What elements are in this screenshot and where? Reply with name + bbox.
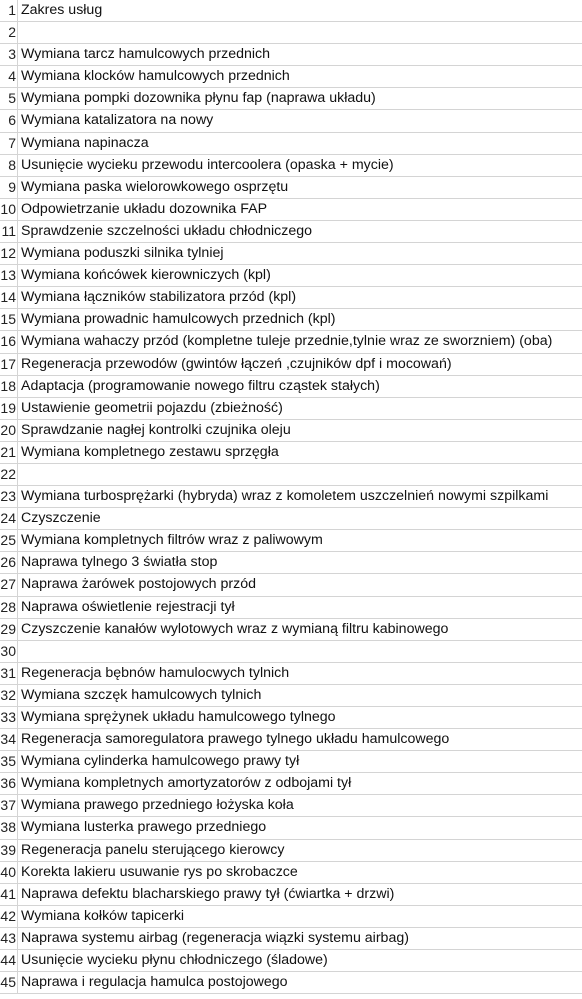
cell-a[interactable]: Usunięcie wycieku przewodu intercoolera (opaska + mycie) [21,156,394,173]
row-number[interactable]: 2 [0,22,18,43]
table-row [0,0,582,22]
table-row [0,44,582,66]
cell-a[interactable] [18,641,582,662]
table-row [0,354,582,376]
row-number[interactable]: 22 [0,464,18,485]
row-number[interactable]: 1 [0,0,18,21]
table-row [0,619,582,641]
cell-a[interactable]: Adaptacja (programowanie nowego filtru cząstek stałych) [21,377,380,394]
table-row [0,773,582,795]
cell-a[interactable]: Wymiana łączników stabilizatora przód (kpl) [21,289,297,306]
row-number[interactable]: 6 [0,110,18,131]
row-number[interactable]: 32 [0,685,18,706]
row-number[interactable]: 8 [0,155,18,176]
table-row [0,331,582,353]
row-number[interactable]: 41 [0,884,18,905]
row-number[interactable]: 14 [0,287,18,308]
row-number[interactable]: 16 [0,331,18,352]
table-row [0,928,582,950]
table-row [0,88,582,110]
cell-a[interactable]: Wymiana paska wielorowkowego osprzętu [21,178,289,195]
row-number[interactable]: 33 [0,707,18,728]
cell-a[interactable]: Wymiana tarcz hamulcowych przednich [21,46,271,63]
table-row [0,906,582,928]
row-number[interactable]: 43 [0,928,18,949]
table-row [0,464,582,486]
table-row [0,663,582,685]
row-number[interactable]: 21 [0,442,18,463]
row-number[interactable]: 15 [0,309,18,330]
table-row [0,287,582,309]
cell-a[interactable]: Sprawdzanie nagłej kontrolki czujnika oleju [21,421,291,438]
row-number[interactable]: 5 [0,88,18,109]
row-number[interactable]: 13 [0,265,18,286]
cell-a[interactable]: Korekta lakieru usuwanie rys po skrobaczce [21,863,298,880]
table-row [0,486,582,508]
cell-a[interactable] [18,464,582,485]
cell-a[interactable]: Wymiana turbosprężarki (hybryda) wraz z komoletem uszczelnień nowymi szpilkami [21,488,549,505]
cell-a[interactable]: Naprawa oświetlenie rejestracji tył [21,598,235,615]
cell-a[interactable]: Sprawdzenie szczelności układu chłodniczego [21,222,313,239]
row-number[interactable]: 34 [0,729,18,750]
table-row [0,398,582,420]
cell-a[interactable]: Wymiana kompletnych amortyzatorów z odbojami tył [21,775,352,792]
table-row [0,442,582,464]
table-row [0,265,582,287]
row-number[interactable]: 39 [0,840,18,861]
table-row [0,110,582,132]
table-row [0,221,582,243]
cell-a[interactable]: Wymiana prawego przedniego łożyska koła [21,797,294,814]
cell-a[interactable]: Naprawa systemu airbag (regeneracja wiązki systemu airbag) [21,929,409,946]
table-row [0,508,582,530]
cell-a[interactable]: Wymiana końcówek kierowniczych (kpl) [21,267,271,284]
cell-a[interactable]: Usunięcie wycieku płynu chłodniczego (śladowe) [21,952,328,969]
table-row [0,817,582,839]
cell-a[interactable]: Wymiana lusterka prawego przedniego [21,819,267,836]
cell-a[interactable]: Wymiana poduszki silnika tylniej [21,245,224,262]
row-number[interactable]: 29 [0,619,18,640]
cell-a[interactable]: Wymiana klocków hamulcowych przednich [21,68,290,85]
cell-a[interactable]: Wymiana kompletnych filtrów wraz z paliwowym [21,532,323,549]
row-number[interactable]: 26 [0,552,18,573]
table-row [0,376,582,398]
row-number[interactable]: 25 [0,530,18,551]
cell-a[interactable]: Naprawa defektu blacharskiego prawy tył (ćwiartka + drzwi) [21,885,395,902]
row-number[interactable]: 24 [0,508,18,529]
cell-a[interactable]: Wymiana kompletnego zestawu sprzęgła [21,443,279,460]
cell-a[interactable]: Naprawa żarówek postojowych przód [21,576,256,593]
cell-a[interactable]: Odpowietrzanie układu dozownika FAP [21,200,268,217]
table-row [0,884,582,906]
cell-a[interactable]: Wymiana katalizatora na nowy [21,112,214,129]
cell-a[interactable]: Ustawienie geometrii pojazdu (zbieżność) [21,399,283,416]
table-row [0,420,582,442]
row-number[interactable]: 31 [0,663,18,684]
row-number[interactable]: 18 [0,376,18,397]
cell-a[interactable]: Wymiana cylinderka hamulcowego prawy tył [21,753,300,770]
row-number[interactable]: 45 [0,972,18,993]
cell-a[interactable]: Czyszczenie [21,510,101,527]
row-number[interactable]: 36 [0,773,18,794]
cell-a[interactable]: Regeneracja samoregulatora prawego tylnego układu hamulcowego [21,731,450,748]
table-row [0,155,582,177]
table-row [0,177,582,199]
table-row [0,552,582,574]
table-row [0,972,582,994]
row-number[interactable]: 44 [0,950,18,971]
table-row [0,199,582,221]
table-row [0,795,582,817]
cell-a[interactable]: Regeneracja przewodów (gwintów łączeń ,czujników dpf i mocowań) [21,355,452,372]
table-row [0,22,582,44]
row-number[interactable]: 23 [0,486,18,507]
row-number[interactable]: 3 [0,44,18,65]
table-row [0,133,582,155]
table-row [0,641,582,663]
row-number[interactable]: 30 [0,641,18,662]
row-number[interactable]: 35 [0,751,18,772]
cell-a[interactable]: Wymiana sprężynek układu hamulcowego tylnego [21,709,336,725]
cell-a[interactable]: Czyszczenie kanałów wylotowych wraz z wymianą filtru kabinowego [21,620,449,637]
cell-a[interactable]: Wymiana prowadnic hamulcowych przednich (kpl) [21,311,336,328]
table-row [0,530,582,552]
cell-a[interactable]: Wymiana pompki dozownika płynu fap (naprawa układu) [21,90,376,107]
table-row [0,862,582,884]
cell-a[interactable]: Zakres usług [21,2,103,18]
row-number[interactable]: 17 [0,354,18,375]
row-number[interactable]: 11 [0,221,18,242]
table-row [0,66,582,88]
table-row [0,751,582,773]
table-row [0,574,582,596]
row-number[interactable]: 28 [0,597,18,618]
row-number[interactable]: 7 [0,133,18,154]
table-row [0,243,582,265]
row-number[interactable]: 27 [0,574,18,595]
cell-a[interactable]: Wymiana napinacza [21,134,149,151]
table-row [0,685,582,707]
row-number[interactable]: 4 [0,66,18,87]
row-number[interactable]: 19 [0,398,18,419]
cell-a[interactable]: Wymiana szczęk hamulcowych tylnich [21,686,262,703]
row-number[interactable]: 12 [0,243,18,264]
row-number[interactable]: 9 [0,177,18,198]
table-row [0,950,582,972]
cell-a[interactable] [18,22,582,43]
cell-a[interactable]: Wymiana kołków tapicerki [21,907,185,924]
cell-a[interactable]: Regeneracja bębnów hamulocwych tylnich [21,664,290,681]
row-number[interactable]: 10 [0,199,18,220]
cell-a[interactable]: Naprawa tylnego 3 światła stop [21,554,218,571]
table-row [0,309,582,331]
table-row [0,707,582,729]
cell-a[interactable]: Naprawa i regulacja hamulca postojowego [21,974,288,991]
table-row [0,840,582,862]
row-number[interactable]: 38 [0,817,18,838]
row-number[interactable]: 40 [0,862,18,883]
row-number[interactable]: 42 [0,906,18,927]
table-row [0,729,582,751]
table-row [0,597,582,619]
row-number[interactable]: 20 [0,420,18,441]
cell-a[interactable]: Wymiana wahaczy przód (kompletne tuleje przednie,tylnie wraz ze sworzniem) (oba) [21,333,553,350]
row-number[interactable]: 37 [0,795,18,816]
cell-a[interactable]: Regeneracja panelu sterującego kierowcy [21,841,285,858]
